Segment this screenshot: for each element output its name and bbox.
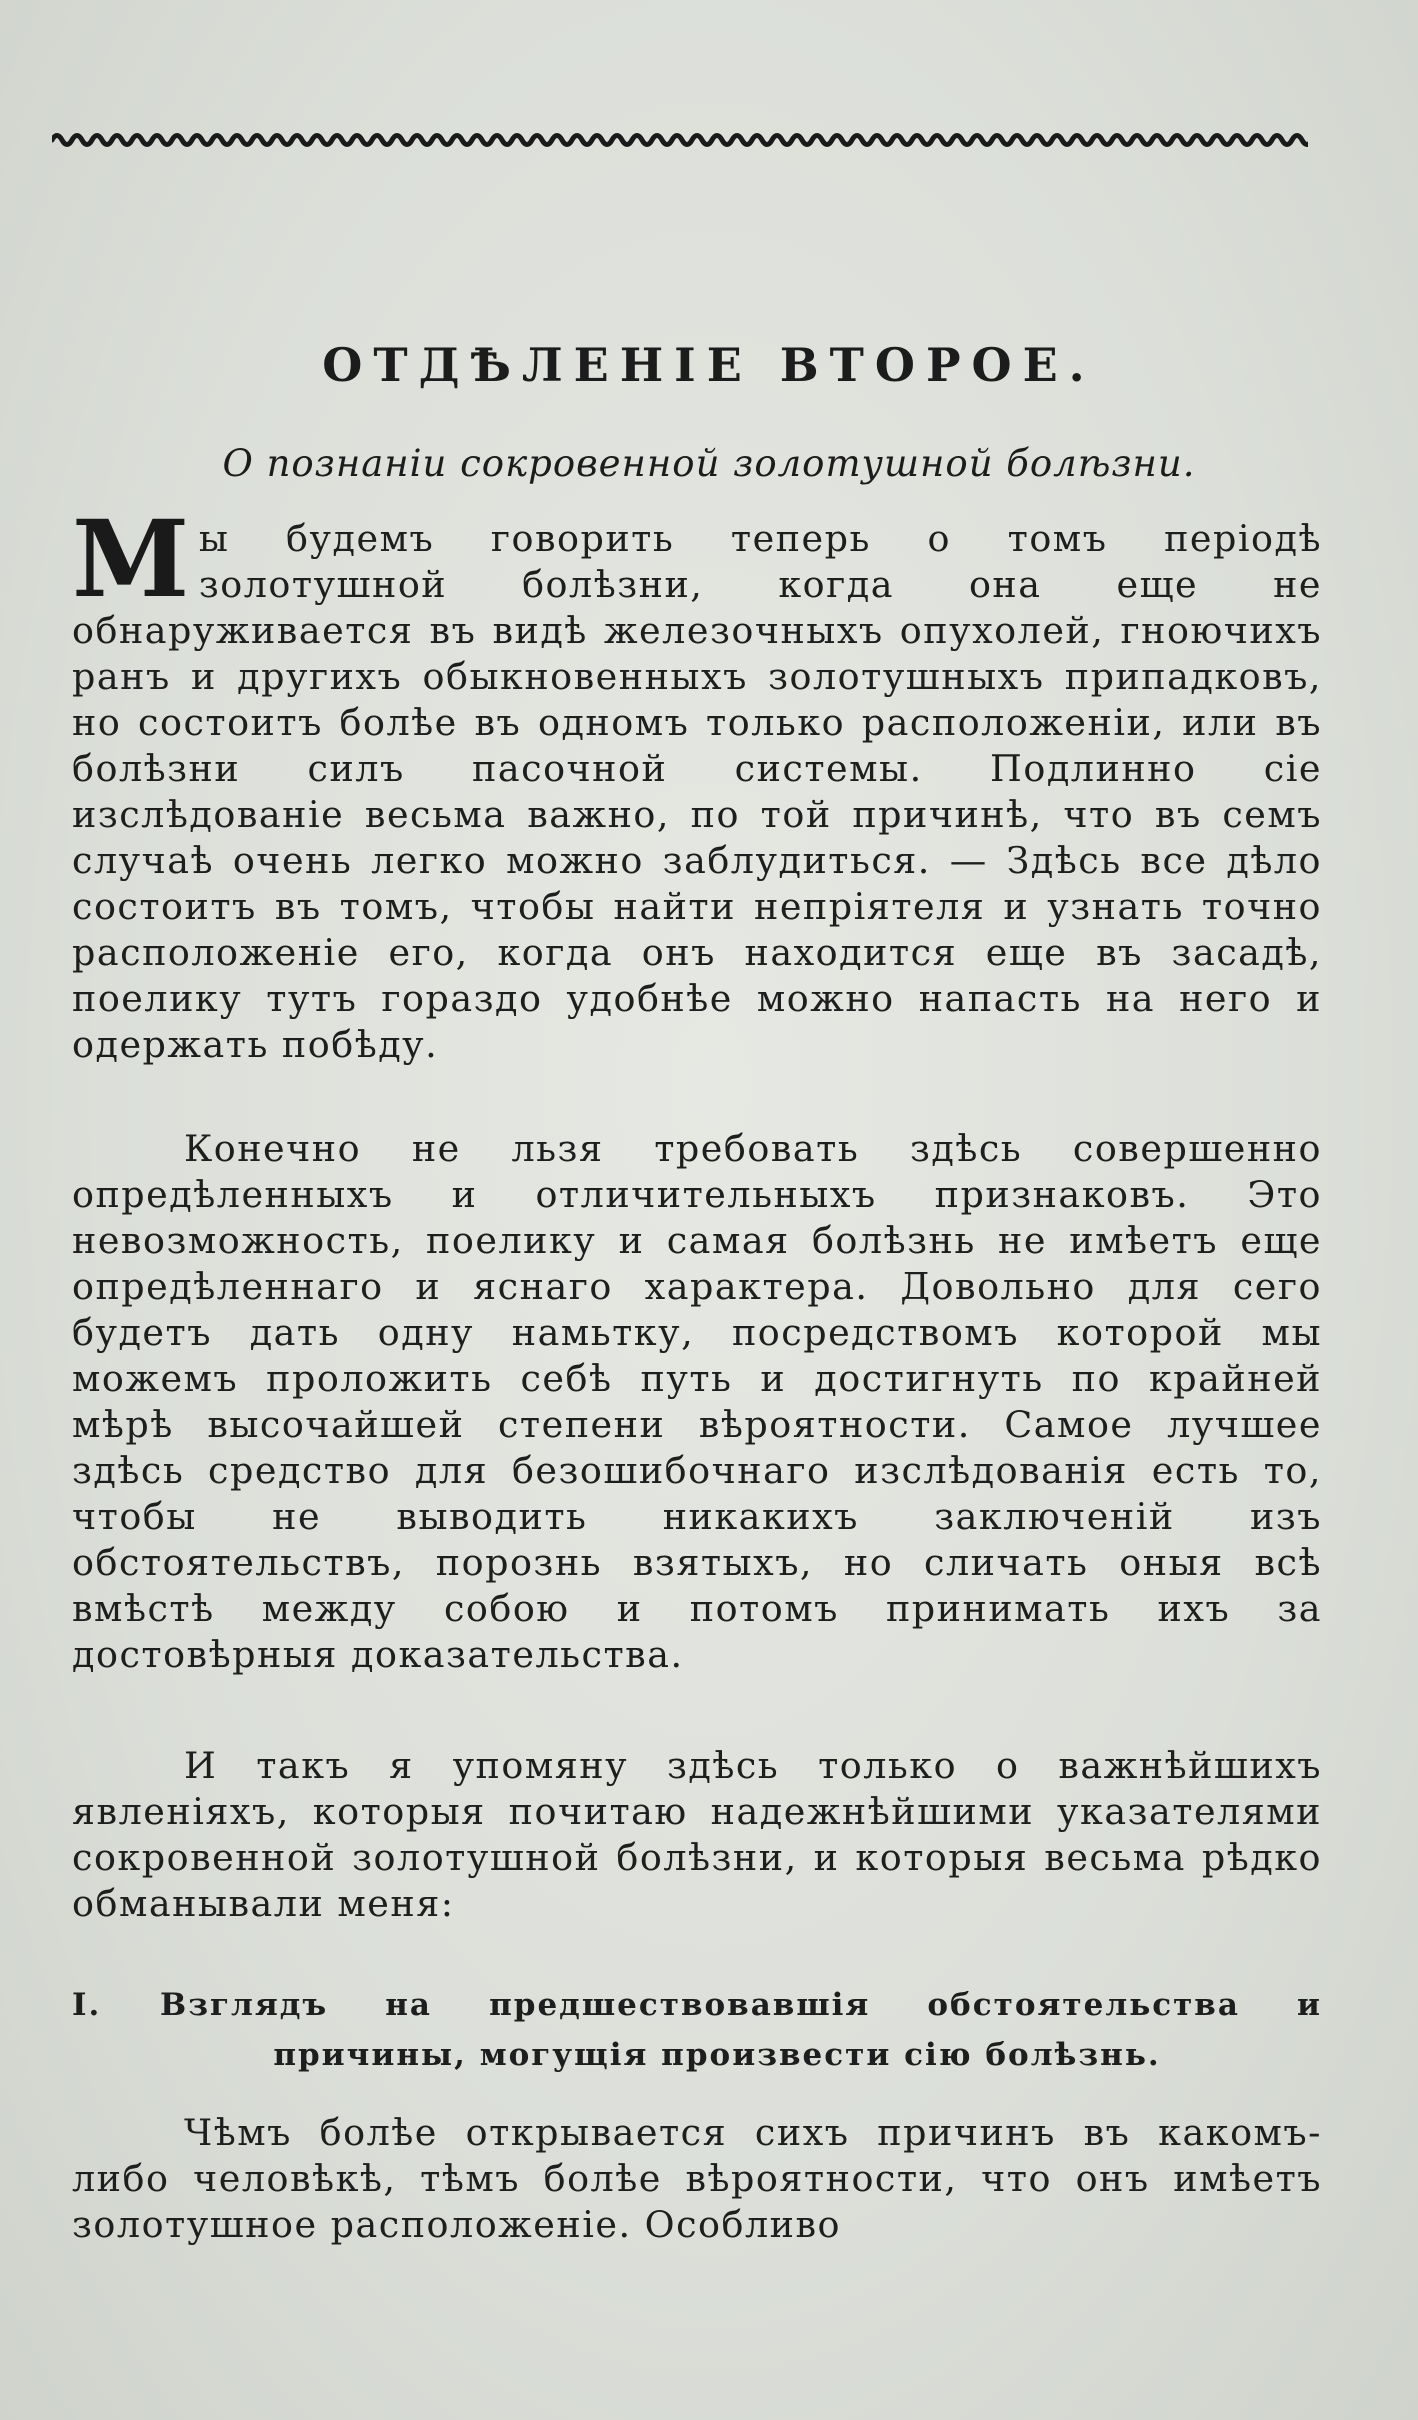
drop-cap: М: [72, 496, 191, 621]
chapter-heading: ОТДѢЛЕНІЕ ВТОРОЕ.: [322, 338, 1096, 392]
paragraph-4-text: Чѣмъ болѣе открывается сихъ причинъ въ какомъ-либо человѣкѣ, тѣмъ болѣе вѣроятности, что онъ имѣетъ золотушное расположеніе. Особливо: [72, 2111, 1322, 2246]
paragraph-3-text: И такъ я упомяну здѣсь только о важнѣйшихъ явленіяхъ, которыя почитаю надежнѣйшими указателями сокровенной золотушной болѣзни, и которыя весьма рѣдко обманывали меня:: [72, 1744, 1322, 1925]
paragraph-1: [72, 496, 1322, 1068]
paragraph-1-text: ы будемъ говорить теперь о томъ періодѣ золотушной болѣзни, когда она еще не обнаруживается въ видѣ железочныхъ опухолей, гноючихъ ранъ и другихъ обыкновенныхъ золотушныхъ припадковъ, но состоитъ болѣе въ одномъ только расположеніи, или въ болѣзни силъ пасочной системы. Подлинно сіе изслѣдованіе весьма важно, по той причинѣ, что въ семъ случаѣ очень легко можно заблудиться. — Здѣсь все дѣло состоитъ въ томъ, чтобы найти непріятеля и узнать точно расположеніе его, когда онъ находится еще въ засадѣ, поелику тутъ гораздо удобнѣе можно напасть на него и одержать побѣду.: [72, 517, 1322, 1066]
section-title-line-1: Взглядъ на предшествовавшія обстоятельства и: [160, 1987, 1322, 2023]
wavy-ornament-rule: [52, 118, 1308, 158]
section-number: I.: [72, 1987, 102, 2023]
paragraph-4: [72, 2110, 1322, 2248]
section-title-line-2: причины, могущія произвести сію болѣзнь.: [273, 2037, 1161, 2073]
paragraph-2-text: Конечно не льзя требовать здѣсь совершенно опредѣленныхъ и отличительныхъ признаковъ. Это невозможность, поелику и самая болѣзнь не имѣетъ еще опредѣленнаго и яснаго характера. Довольно для сего будетъ дать одну намьтку, посредствомъ которой мы можемъ проложить себѣ путь и достигнуть по крайней мѣрѣ высочайшей степени вѣроятности. Самое лучшее здѣсь средство для безошибочнаго изслѣдованія есть то, чтобы не выводить никакихъ заключеній изъ обстоятельствъ, порознь взятыхъ, но сличать оныя всѣ вмѣстѣ между собою и потомъ принимать ихъ за достовѣрныя доказательства.: [72, 1127, 1322, 1676]
paragraph-2: [72, 1126, 1322, 1678]
section-heading: [72, 1980, 1322, 2080]
paragraph-3: [72, 1743, 1322, 1927]
chapter-subtitle: О познаніи сокровенной золотушной болѣзни.: [222, 442, 1196, 485]
